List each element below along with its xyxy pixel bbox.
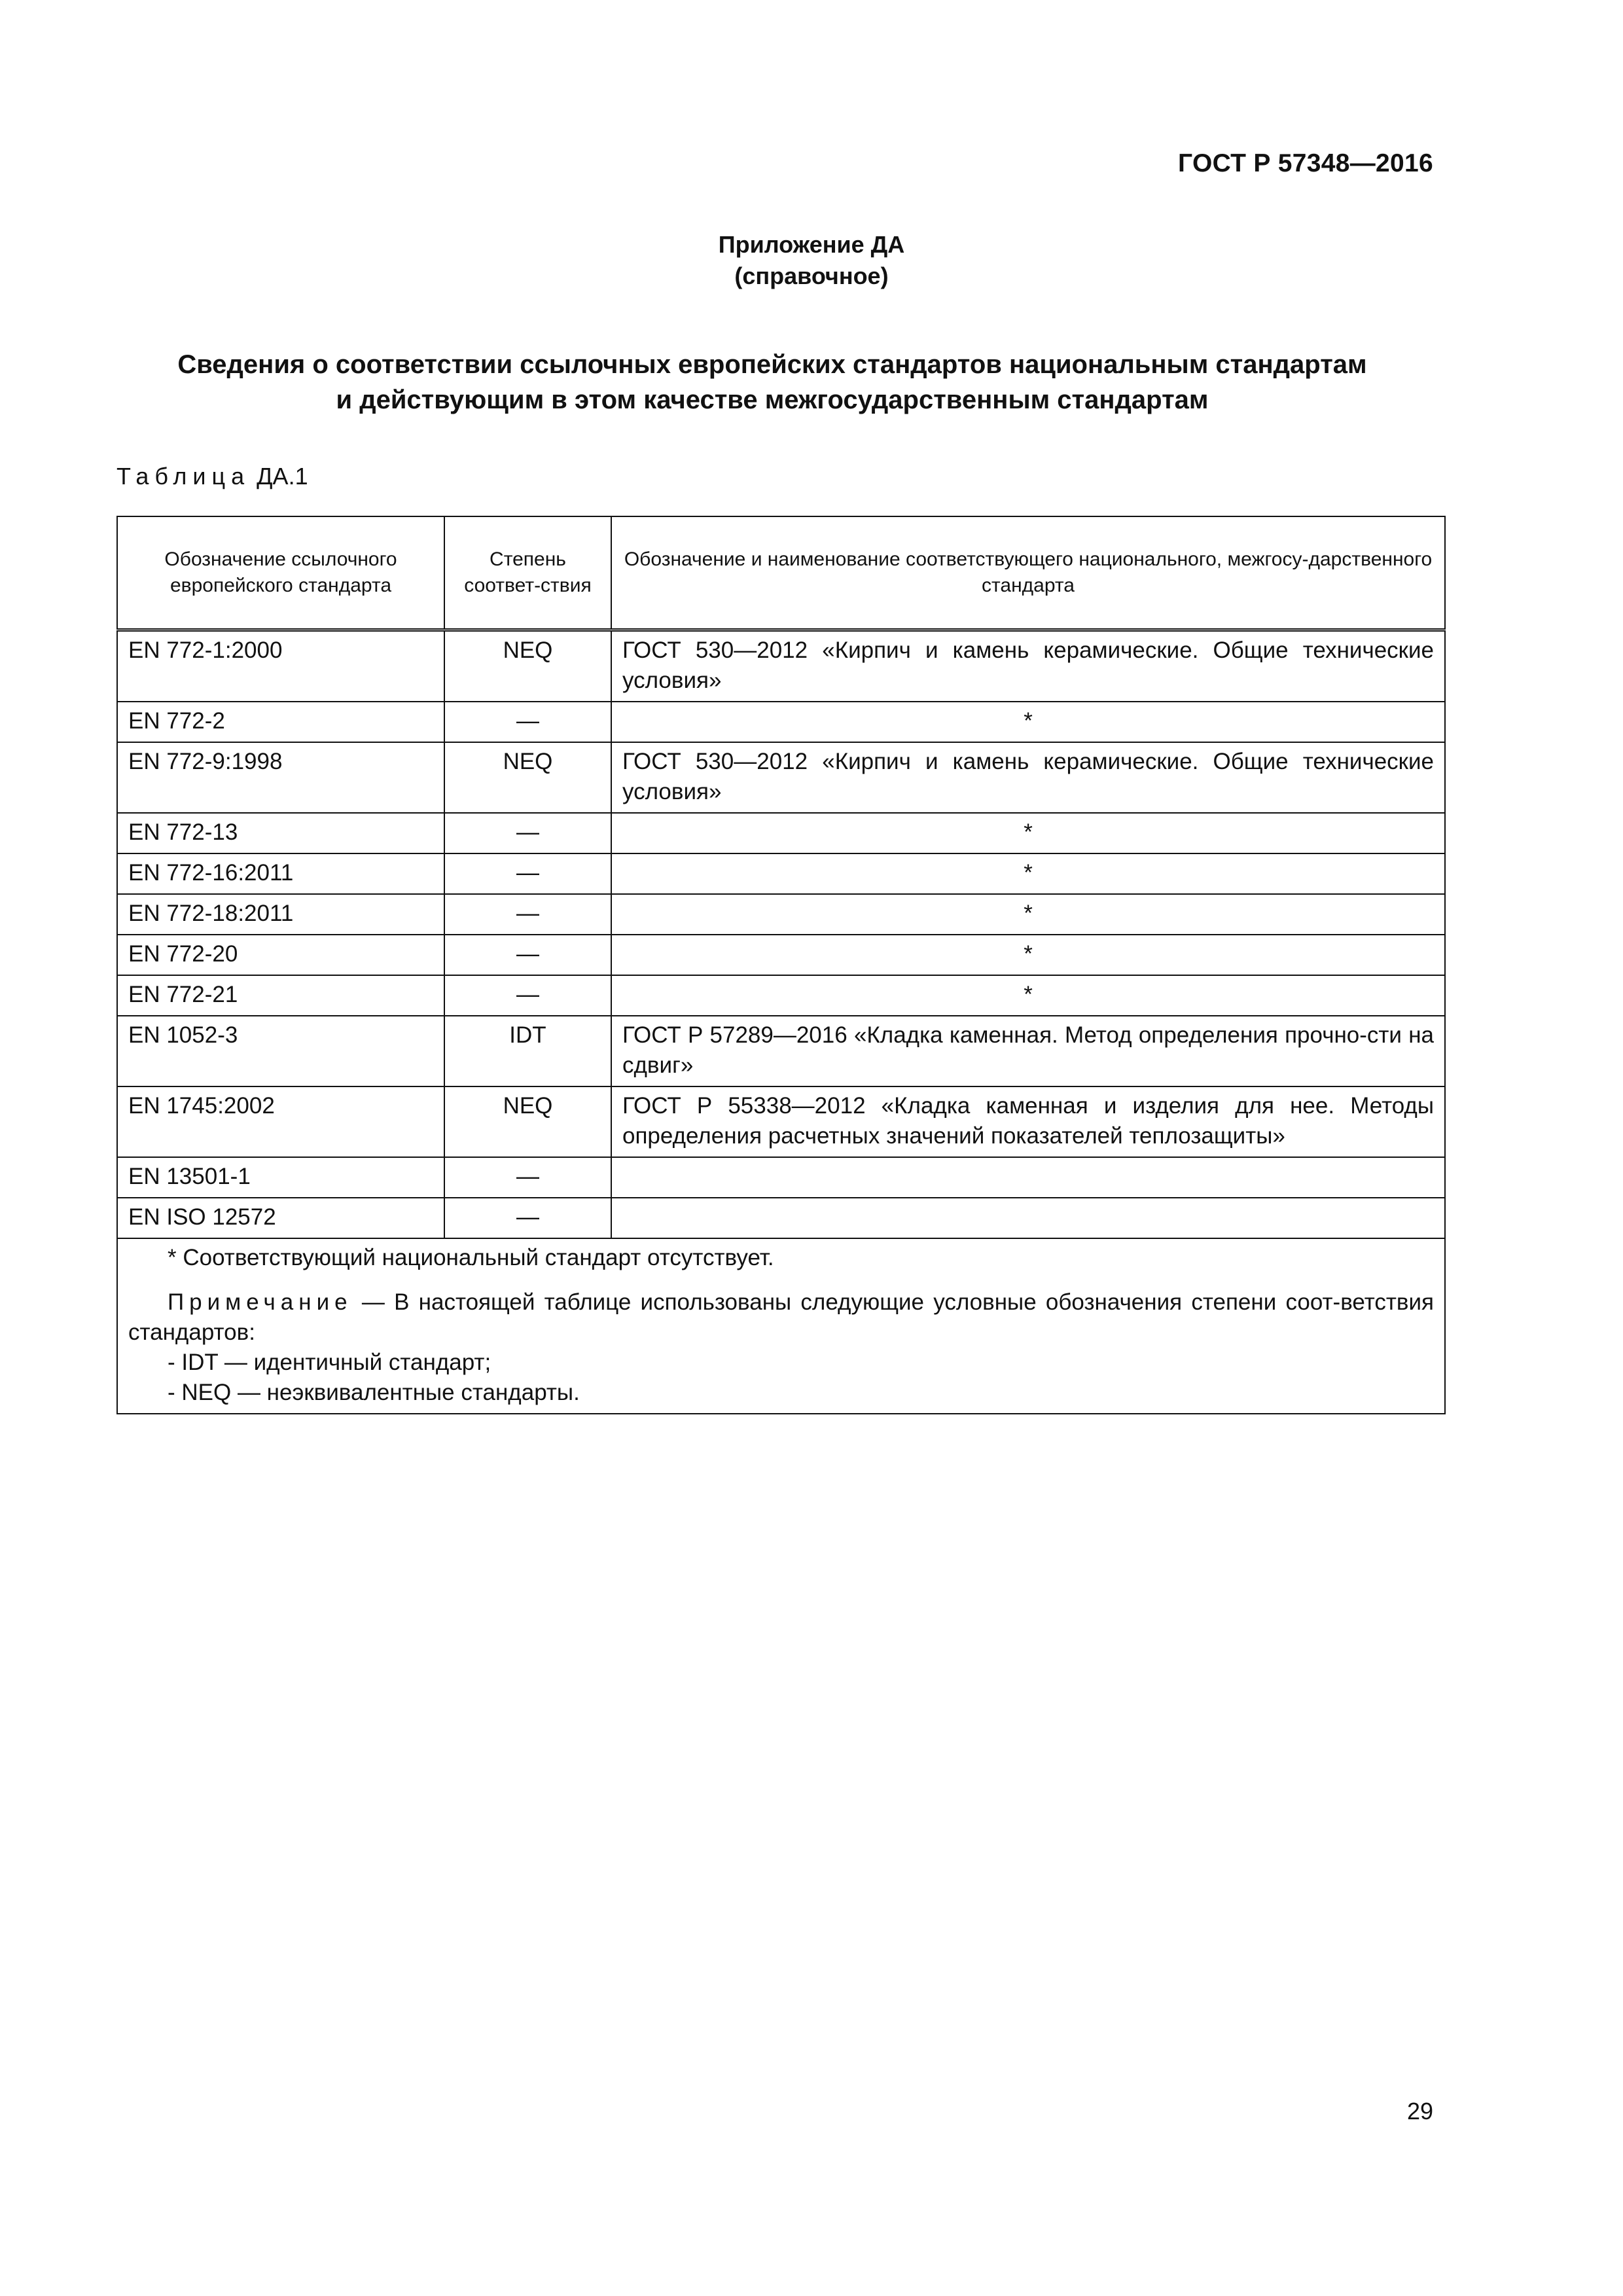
cell-national: * (611, 935, 1445, 975)
table-row (117, 975, 1445, 1016)
cell-national: * (611, 813, 1445, 853)
table-row (117, 935, 1445, 975)
cell-national (611, 1157, 1445, 1198)
cell-national (611, 1198, 1445, 1238)
cell-reference: EN 772-1:2000 (117, 630, 444, 702)
cell-national: ГОСТ 530—2012 «Кирпич и камень керамические. Общие технические условия» (611, 742, 1445, 813)
cell-reference: EN 772-20 (117, 935, 444, 975)
header-national-standard: Обозначение и наименование соответствующего национального, межгосу-дарственного стандарта (611, 516, 1445, 630)
section-title (118, 347, 1427, 418)
table-caption-word: Таблица (116, 463, 251, 490)
page-number: 29 (1406, 2098, 1433, 2125)
cell-reference: EN 1052-3 (117, 1016, 444, 1086)
table-row (117, 894, 1445, 935)
cell-reference: EN 772-13 (117, 813, 444, 853)
table-header-row (117, 516, 1445, 630)
note-text: — В настоящей таблице использованы следующие условные обозначения степени соот-ветствия стандартов: (128, 1289, 1434, 1345)
cell-national: ГОСТ Р 57289—2016 «Кладка каменная. Метод определения прочно-сти на сдвиг» (611, 1016, 1445, 1086)
cell-degree: — (444, 975, 611, 1016)
cell-degree: — (444, 702, 611, 742)
footnote: * Соответствующий национальный стандарт отсутствует. (168, 1245, 774, 1270)
cell-national: ГОСТ 530—2012 «Кирпич и камень керамические. Общие технические условия» (611, 630, 1445, 702)
cell-degree: IDT (444, 1016, 611, 1086)
section-title-line-1: Сведения о соответствии ссылочных европейских стандартов национальным стандартам (177, 350, 1367, 379)
cell-reference: EN 772-18:2011 (117, 894, 444, 935)
table-row (117, 630, 1445, 702)
note-item-idt: - IDT — идентичный стандарт; (168, 1350, 491, 1375)
cell-degree: NEQ (444, 1086, 611, 1157)
table-caption-number: ДА.1 (257, 463, 308, 490)
table-row (117, 1016, 1445, 1086)
cell-degree: NEQ (444, 742, 611, 813)
table-row (117, 1086, 1445, 1157)
cell-national: * (611, 702, 1445, 742)
appendix-subtitle: (справочное) (734, 262, 889, 289)
cell-national: ГОСТ Р 55338—2012 «Кладка каменная и изделия для нее. Методы определения расчетных значений показателей теплозащиты» (611, 1086, 1445, 1157)
cell-degree: — (444, 1157, 611, 1198)
header-reference-standard: Обозначение ссылочного европейского стандарта (117, 516, 444, 630)
cell-reference: EN 13501-1 (117, 1157, 444, 1198)
section-title-line-2: и действующим в этом качестве межгосударственным стандартам (336, 386, 1209, 414)
cell-degree: — (444, 1198, 611, 1238)
table-row (117, 1157, 1445, 1198)
cell-degree: — (444, 935, 611, 975)
note-item-neq: - NEQ — неэквивалентные стандарты. (168, 1380, 580, 1405)
cell-reference: EN 772-9:1998 (117, 742, 444, 813)
table-header (117, 516, 1445, 630)
cell-reference: EN 772-16:2011 (117, 853, 444, 894)
cell-reference: EN ISO 12572 (117, 1198, 444, 1238)
cell-reference: EN 772-21 (117, 975, 444, 1016)
appendix-heading (0, 229, 1623, 292)
table-row (117, 813, 1445, 853)
cell-national: * (611, 975, 1445, 1016)
table-row (117, 742, 1445, 813)
table-body (117, 630, 1445, 1414)
cell-national: * (611, 894, 1445, 935)
table-footer-row (117, 1238, 1445, 1414)
appendix-title: Приложение ДА (718, 231, 905, 258)
header-degree: Степень соответ-ствия (444, 516, 611, 630)
cell-degree: — (444, 813, 611, 853)
table-caption (116, 463, 308, 490)
standards-table (116, 516, 1446, 1414)
table-note (128, 1287, 1434, 1348)
cell-degree: — (444, 894, 611, 935)
document-code: ГОСТ Р 57348—2016 (1178, 149, 1433, 177)
cell-reference: EN 1745:2002 (117, 1086, 444, 1157)
table-row (117, 1198, 1445, 1238)
cell-reference: EN 772-2 (117, 702, 444, 742)
table-row (117, 702, 1445, 742)
table-row (117, 853, 1445, 894)
cell-national: * (611, 853, 1445, 894)
cell-degree: — (444, 853, 611, 894)
table-footer (117, 1238, 1445, 1414)
cell-degree: NEQ (444, 630, 611, 702)
note-word: Примечание (168, 1289, 353, 1315)
